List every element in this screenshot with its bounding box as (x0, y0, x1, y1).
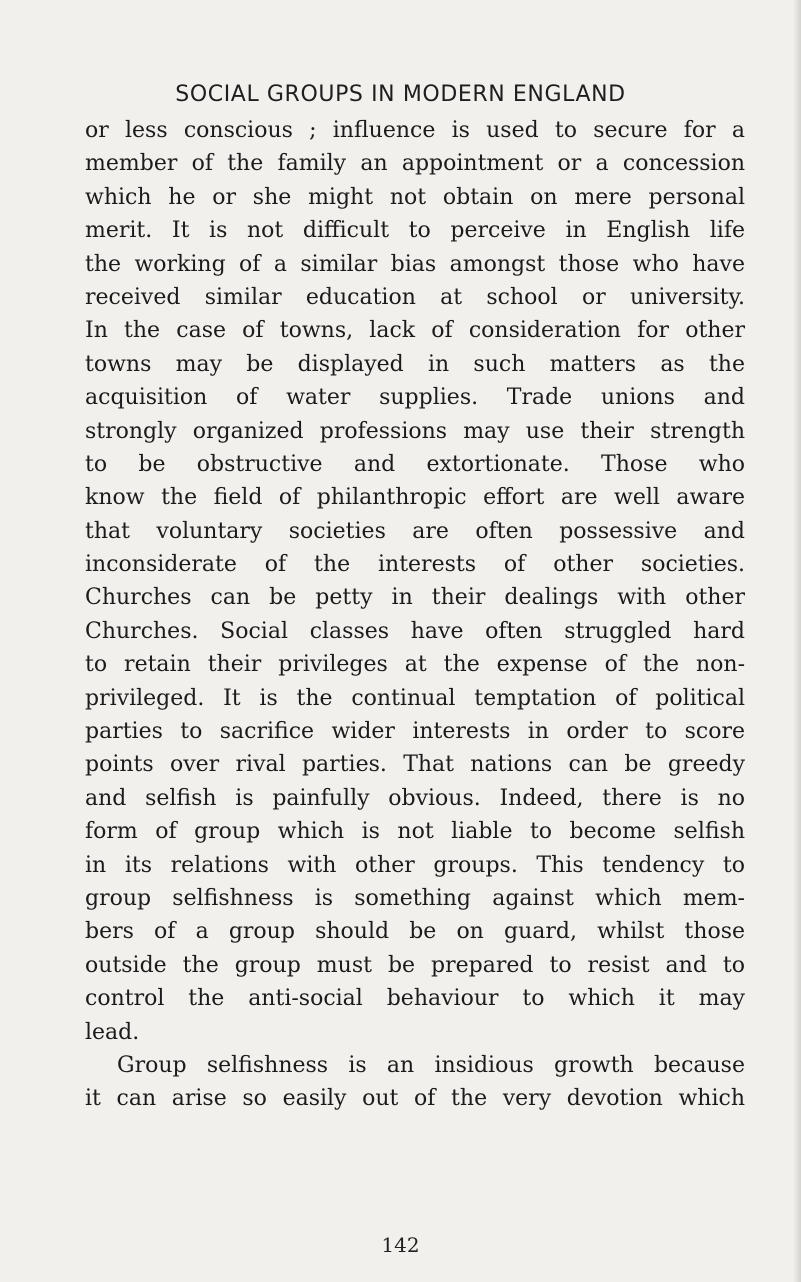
text-line: inconsiderate of the interests of other societies. (85, 552, 745, 578)
text-line: Churches can be petty in their dealings with other (85, 585, 745, 611)
text-line: to retain their privileges at the expense of the non- (85, 652, 745, 678)
page-number: 142 (381, 1233, 420, 1257)
text-line: Churches. Social classes have often struggled hard (85, 618, 745, 644)
text-line: group selfishness is something against which mem- (85, 885, 745, 911)
text-line: parties to sacrifice wider interests in order to score (85, 719, 745, 745)
text-line: merit. It is not difficult to perceive in English life (85, 218, 745, 244)
text-line: member of the family an appointment or a concession (85, 151, 745, 177)
text-line: form of group which is not liable to become selfish (85, 819, 745, 845)
paragraph-2 (85, 1049, 745, 1116)
text-line: in its relations with other groups. This tendency to (85, 852, 745, 878)
body-text (85, 114, 745, 1116)
text-line: control the anti-social behaviour to which it may (85, 986, 745, 1012)
text-line: know the field of philanthropic effort are well aware (85, 485, 745, 511)
text-line: the working of a similar bias amongst those who have (85, 251, 745, 277)
page-edge-shadow (793, 0, 801, 1282)
text-line: that voluntary societies are often possessive and (85, 518, 745, 544)
text-line: which he or she might not obtain on mere personal (85, 184, 745, 210)
text-line: and selfish is painfully obvious. Indeed, there is no (85, 785, 745, 811)
text-line: strongly organized professions may use their strength (85, 418, 745, 444)
text-line: privileged. It is the continual temptation of political (85, 685, 745, 711)
text-line: acquisition of water supplies. Trade unions and (85, 385, 745, 411)
paragraph-1 (85, 114, 745, 1049)
text-line: towns may be displayed in such matters as the (85, 351, 745, 377)
text-line: to be obstructive and extortionate. Those who (85, 451, 745, 477)
text-line: bers of a group should be on guard, whilst those (85, 919, 745, 945)
text-line: received similar education at school or university. (85, 284, 745, 310)
text-line: it can arise so easily out of the very devotion which (85, 1086, 745, 1112)
text-line: outside the group must be prepared to resist and to (85, 952, 745, 978)
running-head: SOCIAL GROUPS IN MODERN ENGLAND (175, 82, 626, 107)
text-line: or less conscious ; influence is used to secure for a (85, 118, 745, 143)
text-line: lead. (85, 1019, 140, 1045)
text-line: In the case of towns, lack of consideration for other (85, 318, 745, 344)
text-line: Group selfishness is an insidious growth because (117, 1052, 745, 1078)
text-line: points over rival parties. That nations can be greedy (85, 752, 745, 778)
